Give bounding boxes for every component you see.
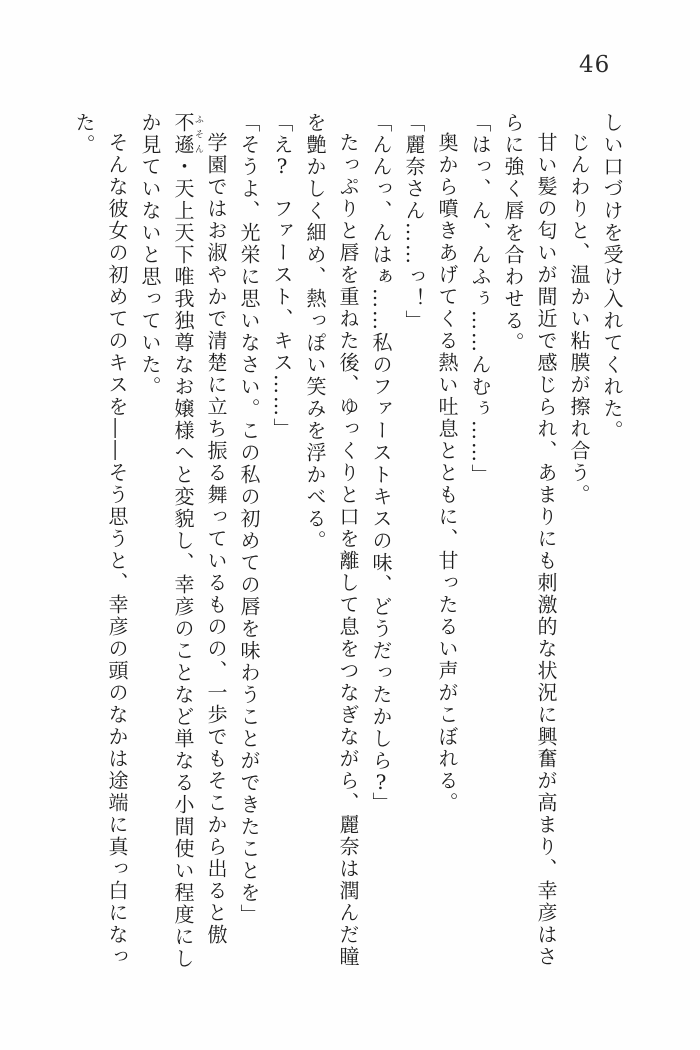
- text-run: 「んんっ、んはぁ……私のファーストキスの味、どうだったかしら: [369, 112, 393, 772]
- page-number: 46: [579, 52, 611, 78]
- text-run: 「そうよ、光栄に思いなさい。この私の初めての唇を味わうことができたことを」: [237, 112, 261, 926]
- paragraph: [265, 112, 298, 970]
- text-run: 「え: [270, 112, 294, 156]
- paragraph: [133, 112, 232, 970]
- tatechuyoko-text: ?: [375, 772, 387, 792]
- paragraph: [595, 112, 628, 970]
- text-run: 学園ではお淑やかで清楚に立ち振る舞っているものの、一歩でもそこから出ると傲: [204, 132, 228, 946]
- paragraph: [562, 112, 595, 970]
- text-block: [67, 112, 628, 970]
- paragraph: [67, 112, 133, 970]
- text-run: たっぷりと唇を重ねた後、ゆっくりと口を離して息をつなぎながら、麗奈は潤んだ瞳を艶かしく細め、熱っぽい笑みを浮かべる。: [303, 112, 360, 968]
- text-run: ファースト、キス……」: [270, 176, 294, 440]
- text-run: じんわりと、温かい粘膜が擦れ合う。: [567, 132, 591, 506]
- paragraph: [463, 112, 496, 970]
- text-run: ・天上天下唯我独尊なお嬢様へと変貌し、幸彦のことなど単なる小間使い程度にしか見ていないと思っていた。: [138, 112, 195, 970]
- text-run: 「はっ、ん、んふぅ……んむぅ……」: [468, 112, 492, 486]
- paragraph: [232, 112, 265, 970]
- paragraph: [298, 112, 364, 970]
- paragraph: [496, 112, 562, 970]
- text-run: 「麗奈さん……っ！」: [402, 112, 426, 332]
- text-run: そんな彼女の初めてのキスを――そう思うと、幸彦の頭のなかは途端に真っ白になった。: [72, 112, 129, 968]
- tatechuyoko-text: ?: [276, 156, 288, 176]
- text-run: 」: [369, 792, 393, 814]
- ruby-text: 不遜ふそん: [171, 112, 203, 156]
- paragraph: [430, 112, 463, 970]
- text-run: 甘い髪の匂いが間近で感じられ、あまりにも刺激的な状況に興奮が高まり、幸彦はさらに強く唇を合わせる。: [501, 112, 558, 968]
- text-run: 奥から噴きあげてくる熱い吐息とともに、甘ったるい声がこぼれる。: [435, 132, 459, 814]
- text-run: しい口づけを受け入れてくれた。: [600, 112, 624, 442]
- paragraph: [397, 112, 430, 970]
- paragraph: [364, 112, 397, 970]
